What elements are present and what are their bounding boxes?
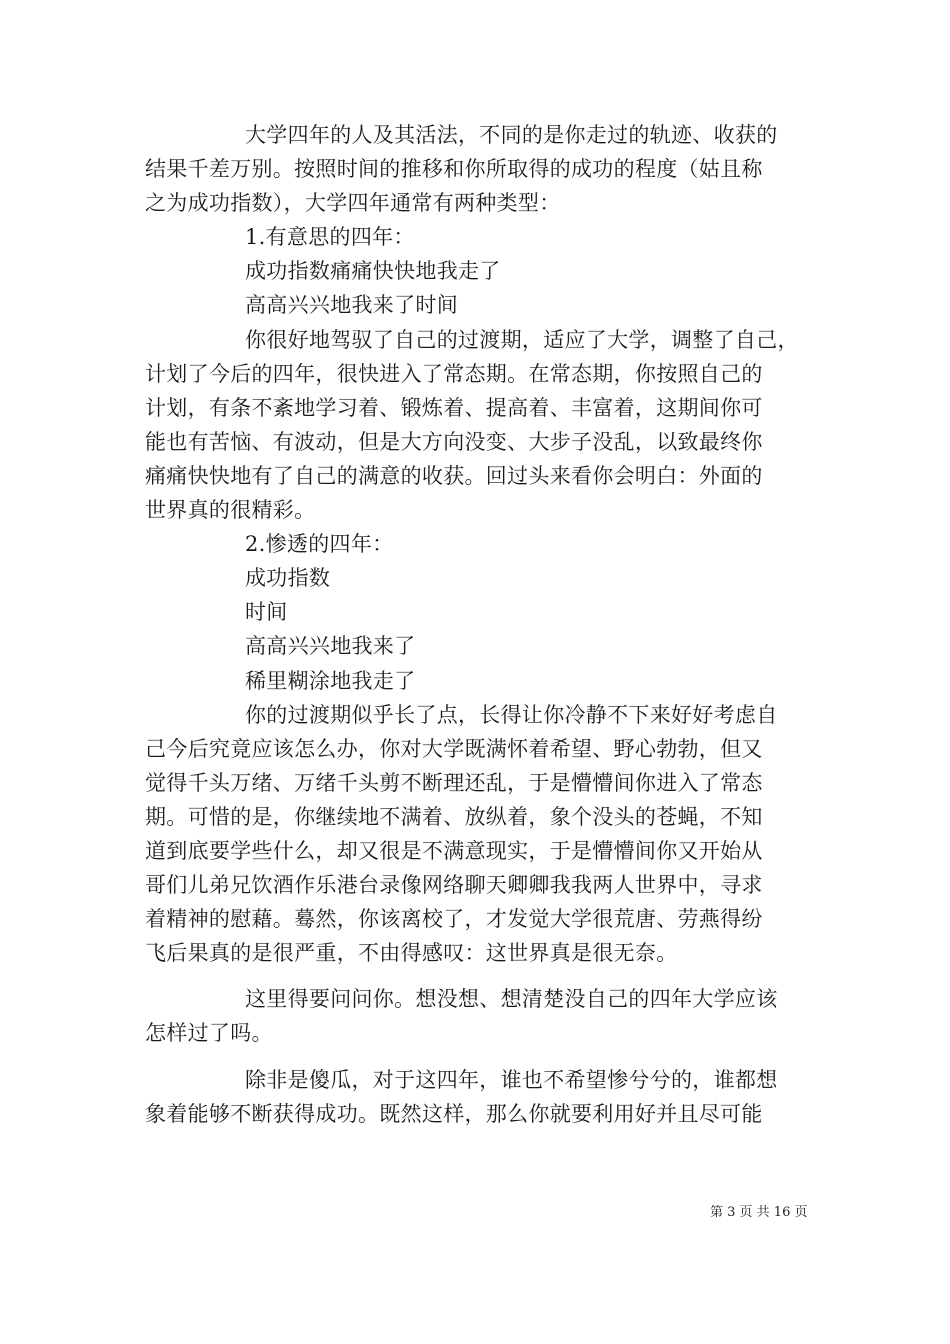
body-text bbox=[145, 118, 813, 1131]
paragraph-line: 哥们儿弟兄饮酒作乐港台录像网络聊天卿卿我我两人世界中，寻求 bbox=[145, 873, 763, 898]
paragraph-line: 这里得要问问你。想没想、想清楚没自己的四年大学应该 bbox=[245, 987, 778, 1012]
paragraph-line: 期。可惜的是，你继续地不满着、放纵着，象个没头的苍蝇，不知 bbox=[145, 804, 763, 829]
chart-label: 稀里糊涂地我走了 bbox=[245, 668, 416, 693]
paragraph-line: 你的过渡期似乎长了点，长得让你冷静不下来好好考虑自 bbox=[245, 702, 778, 727]
paragraph-line: 道到底要学些什么，却又很是不满意现实，于是懵懵间你又开始从 bbox=[145, 838, 763, 863]
chart-label: 高高兴兴地我来了 bbox=[245, 634, 416, 659]
paragraph-line: 能也有苦恼、有波动，但是大方向没变、大步子没乱，以致最终你 bbox=[145, 429, 763, 454]
paragraph-line: 觉得千头万绪、万绪千头剪不断理还乱，于是懵懵间你进入了常态 bbox=[145, 770, 763, 795]
chart-label: 成功指数 bbox=[245, 566, 331, 591]
paragraph-line: 大学四年的人及其活法，不同的是你走过的轨迹、收获的 bbox=[245, 123, 778, 147]
paragraph-line: 之为成功指数），大学四年通常有两种类型： bbox=[145, 191, 561, 216]
paragraph-line: 己今后究竟应该怎么办，你对大学既满怀着希望、野心勃勃，但又 bbox=[145, 736, 763, 761]
paragraph-line: 怎样过了吗。 bbox=[145, 1021, 273, 1046]
paragraph-line: 象着能够不断获得成功。既然这样，那么你就要利用好并且尽可能 bbox=[145, 1101, 763, 1126]
list-heading: 1.有意思的四年： bbox=[245, 225, 415, 250]
chart-label: 成功指数痛痛快快地我走了 bbox=[245, 259, 501, 284]
paragraph-line: 着精神的慰藉。蓦然，你该离校了，才发觉大学很荒唐、劳燕得纷 bbox=[145, 907, 763, 932]
paragraph-line: 你很好地驾驭了自己的过渡期，适应了大学，调整了自己， bbox=[245, 327, 799, 352]
paragraph-line: 结果千差万别。按照时间的推移和你所取得的成功的程度（姑且称 bbox=[145, 157, 763, 182]
paragraph-line: 除非是傻瓜，对于这四年，谁也不希望惨兮兮的，谁都想 bbox=[245, 1067, 778, 1092]
paragraph-line: 世界真的很精彩。 bbox=[145, 498, 316, 523]
chart-label: 时间 bbox=[245, 600, 288, 625]
paragraph-line: 计划了今后的四年，很快进入了常态期。在常态期，你按照自己的 bbox=[145, 361, 763, 386]
chart-label: 高高兴兴地我来了时间 bbox=[245, 293, 458, 318]
paragraph-line: 飞后果真的是很严重，不由得感叹：这世界真是很无奈。 bbox=[145, 941, 678, 966]
paragraph-line: 痛痛快快地有了自己的满意的收获。回过头来看你会明白：外面的 bbox=[145, 463, 763, 488]
list-heading: 2.惨透的四年： bbox=[245, 532, 394, 557]
page-number-footer: 第 3 页 共 16 页 bbox=[710, 1205, 808, 1220]
paragraph-line: 计划，有条不紊地学习着、锻炼着、提高着、丰富着，这期间你可 bbox=[145, 395, 763, 420]
